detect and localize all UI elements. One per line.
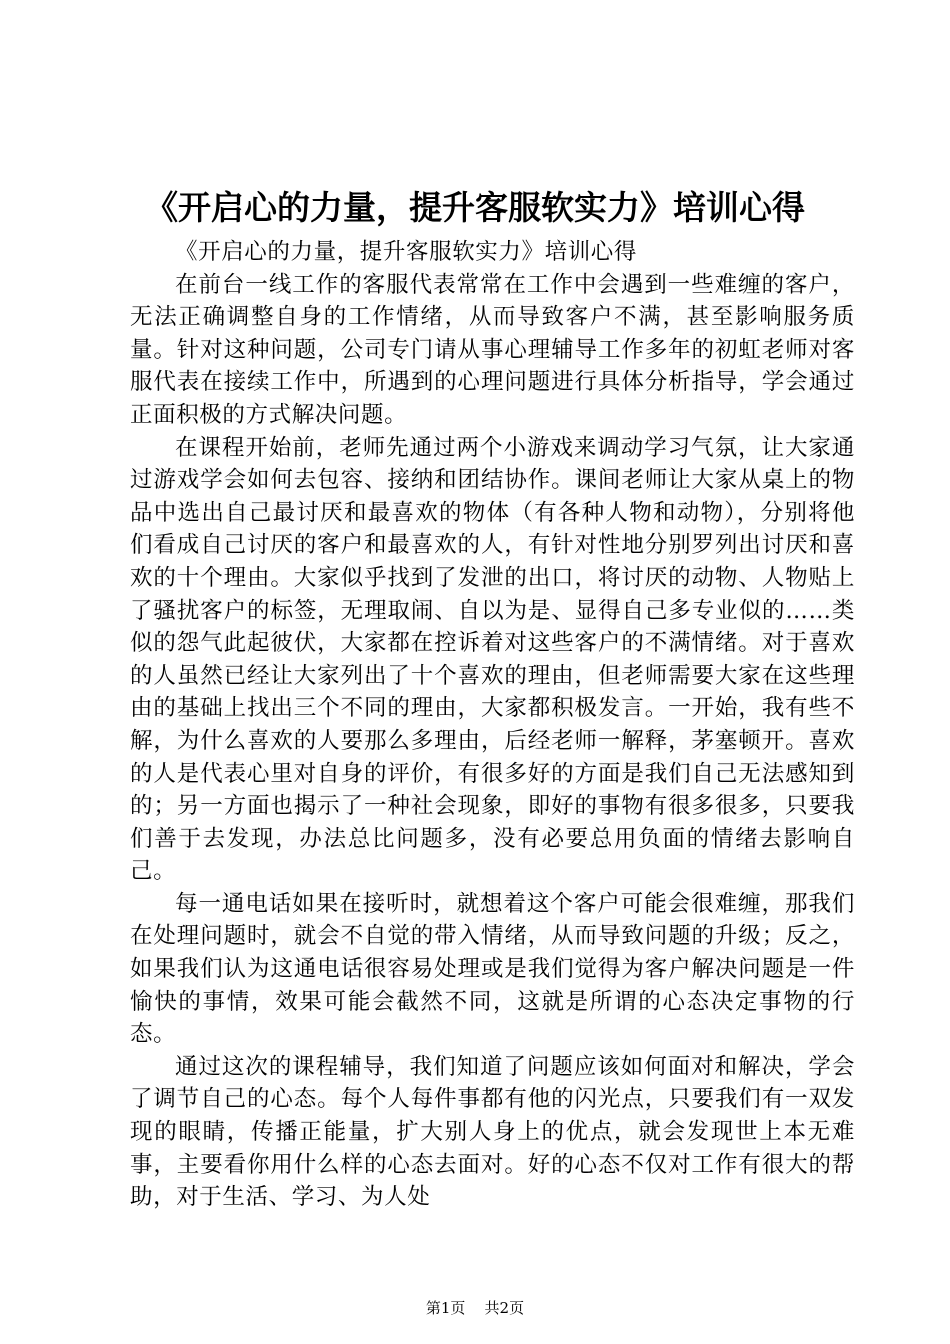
- body-paragraph: 在前台一线工作的客服代表常常在工作中会遇到一些难缠的客户，无法正确调整自身的工作情绪，从而导致客户不满，甚至影响服务质量。针对这种问题，公司专门请从事心理辅导工作多年的初虹老师对客服代表在接续工作中，所遇到的心理问题进行具体分析指导，学会通过正面积极的方式解决问题。: [130, 271, 855, 428]
- body-paragraph: 在课程开始前，老师先通过两个小游戏来调动学习气氛，让大家通过游戏学会如何去包容、接纳和团结协作。课间老师让大家从桌上的物品中选出自己最讨厌和最喜欢的物体（有各种人物和动物），分别将他们看成自己讨厌的客户和最喜欢的人，有针对性地分别罗列出讨厌和喜欢的十个理由。大家似乎找到了发泄的出口，将讨厌的动物、人物贴上了骚扰客户的标签，无理取闹、自以为是、显得自己多专业似的……类似的怨气此起彼伏，大家都在控诉着对这些客户的不满情绪。对于喜欢的人虽然已经让大家列出了十个喜欢的理由，但老师需要大家在这些理由的基础上找出三个不同的理由，大家都积极发言。一开始，我有些不解，为什么喜欢的人要那么多理由，后经老师一解释，茅塞顿开。喜欢的人是代表心里对自身的评价，有很多好的方面是我们自己无法感知到的；另一方面也揭示了一种社会现象，即好的事物有很多很多，只要我们善于去发现，办法总比问题多，没有必要总用负面的情绪去影响自己。: [130, 434, 855, 885]
- body-paragraph: 通过这次的课程辅导，我们知道了问题应该如何面对和解决，学会了调节自己的心态。每个人每件事都有他的闪光点，只要我们有一双发现的眼睛，传播正能量，扩大别人身上的优点，就会发现世上本无难事，主要看你用什么样的心态去面对。好的心态不仅对工作有很大的帮助，对于生活、学习、为人处: [130, 1053, 855, 1211]
- body-paragraph-subtitle: 《开启心的力量，提升客服软实力》培训心得: [175, 239, 638, 265]
- page-separator: [470, 1299, 480, 1317]
- document-body: [130, 236, 855, 1214]
- page-footer: [0, 1298, 950, 1318]
- page-total: 共2页: [484, 1299, 525, 1317]
- document-title: 《开启心的力量，提升客服软实力》培训心得: [145, 188, 805, 227]
- body-paragraph: 每一通电话如果在接听时，就想着这个客户可能会很难缠，那我们在处理问题时，就会不自觉的带入情绪，从而导致问题的升级；反之，如果我们认为这通电话很容易处理或是我们觉得为客户解决问题是一件愉快的事情，效果可能会截然不同，这就是所谓的心态决定事物的行态。: [130, 890, 855, 1048]
- page-number: 第1页: [425, 1299, 466, 1317]
